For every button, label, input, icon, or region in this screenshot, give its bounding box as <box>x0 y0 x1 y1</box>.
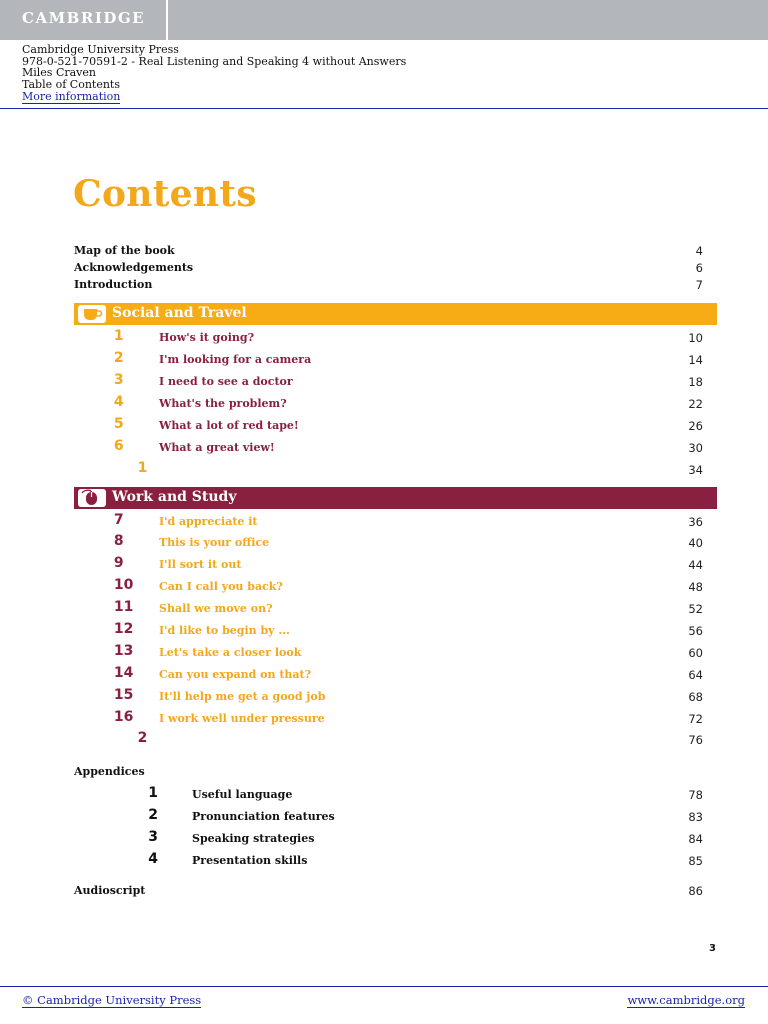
entry-page: 85 <box>688 854 703 868</box>
page-title: Contents <box>73 173 257 215</box>
section-title: Work and Study <box>112 489 237 505</box>
toc-appendix-row <box>74 851 703 869</box>
entry-label: Audioscript <box>74 884 146 897</box>
tag-word: Unit <box>81 328 114 344</box>
tag-number: 4 <box>148 851 158 867</box>
entry-page: 52 <box>688 602 703 616</box>
toc-unit-row <box>74 555 703 573</box>
tag-number: 16 <box>113 709 134 725</box>
tag-word: Appendix <box>74 829 149 845</box>
unit-title: It'll help me get a good job <box>159 690 326 703</box>
tag-word: Review <box>81 730 138 746</box>
tag-word: Unit <box>81 533 114 549</box>
toc-unit-row <box>74 709 703 727</box>
toc-appendix-row <box>74 785 703 803</box>
toc-unit-row <box>74 416 703 434</box>
tag-word: Unit <box>81 372 114 388</box>
section-bar-social-travel <box>74 303 717 325</box>
tag-word: Unit <box>81 394 114 410</box>
tag-number: 5 <box>113 416 124 432</box>
entry-page: 48 <box>688 580 703 594</box>
entry-page: 78 <box>688 788 703 802</box>
page-number: 3 <box>709 943 716 954</box>
unit-tag <box>81 394 124 410</box>
unit-tag <box>74 829 158 845</box>
unit-title: I'm looking for a camera <box>159 353 312 366</box>
entry-page: 22 <box>688 397 703 411</box>
unit-title: How's it going? <box>159 331 255 344</box>
entry-label: Map of the book <box>74 244 175 257</box>
toc-appendix-row <box>74 807 703 825</box>
unit-tag <box>81 621 133 637</box>
tag-word: Unit <box>81 687 114 703</box>
toc-unit-row <box>74 350 703 368</box>
unit-tag <box>81 730 147 746</box>
tag-word: Appendix <box>74 851 149 867</box>
tag-number: 14 <box>113 665 134 681</box>
tag-word: Review <box>81 460 138 476</box>
appendix-title: Speaking strategies <box>192 832 315 845</box>
entry-page: 83 <box>688 810 703 824</box>
entry-page: 4 <box>695 244 703 258</box>
entry-page: 76 <box>688 733 703 747</box>
toc-review-row <box>74 730 703 748</box>
unit-tag <box>74 807 158 823</box>
entry-page: 14 <box>688 353 703 367</box>
unit-title: I work well under pressure <box>159 712 325 725</box>
toc-unit-row <box>74 643 703 661</box>
entry-page: 30 <box>688 441 703 455</box>
unit-tag <box>81 460 147 476</box>
entry-page: 34 <box>688 463 703 477</box>
tag-word: Unit <box>81 709 114 725</box>
tag-word: Unit <box>81 350 114 366</box>
tag-number: 1 <box>148 785 158 801</box>
entry-page: 36 <box>688 515 703 529</box>
entry-page: 26 <box>688 419 703 433</box>
tag-word: Unit <box>81 599 114 615</box>
unit-title: Can you expand on that? <box>159 668 312 681</box>
tag-number: 9 <box>113 555 124 571</box>
document-metadata <box>22 44 406 103</box>
toc-entry <box>74 881 703 899</box>
toc-entry <box>74 275 703 293</box>
website-text[interactable]: www.cambridge.org <box>627 993 745 1007</box>
appendix-title: Useful language <box>192 788 293 801</box>
unit-tag <box>81 643 133 659</box>
entry-page: 7 <box>695 278 703 292</box>
section-bar-work-study <box>74 487 717 509</box>
entry-label: Introduction <box>74 278 153 291</box>
logo-box <box>0 0 168 40</box>
unit-title: This is your office <box>159 536 270 549</box>
unit-title: I need to see a doctor <box>159 375 293 388</box>
tag-number: 2 <box>137 730 148 746</box>
cup-icon <box>78 305 106 323</box>
toc-unit-row <box>74 621 703 639</box>
footer-rule <box>0 986 768 987</box>
unit-title: I'd appreciate it <box>159 515 258 528</box>
toc-unit-row <box>74 599 703 617</box>
unit-tag <box>81 533 124 549</box>
tag-word: Appendix <box>74 785 149 801</box>
entry-page: 40 <box>688 536 703 550</box>
unit-tag <box>74 851 158 867</box>
toc-review-row <box>74 460 703 478</box>
toc-entry <box>74 241 703 259</box>
more-information-link[interactable]: More information <box>22 89 121 103</box>
unit-title: I'll sort it out <box>159 558 242 571</box>
unit-title: What a lot of red tape! <box>159 419 299 432</box>
section-name: Table of Contents <box>22 78 121 92</box>
copyright-link[interactable] <box>22 993 201 1007</box>
author: Miles Craven <box>22 66 96 80</box>
entry-page: 84 <box>688 832 703 846</box>
unit-tag <box>81 328 124 344</box>
tag-number: 12 <box>113 621 134 637</box>
entry-page: 68 <box>688 690 703 704</box>
tag-word: Unit <box>81 416 114 432</box>
toc-appendix-row <box>74 829 703 847</box>
unit-title: What a great view! <box>159 441 275 454</box>
unit-tag <box>81 438 124 454</box>
unit-tag <box>74 785 158 801</box>
tag-number: 2 <box>113 350 124 366</box>
entry-page: 64 <box>688 668 703 682</box>
appendices-heading <box>74 762 703 780</box>
tag-number: 11 <box>113 599 134 615</box>
tag-word: Unit <box>81 665 114 681</box>
unit-title: I'd like to begin by ... <box>159 624 290 637</box>
entry-page: 6 <box>695 261 703 275</box>
copyright-text[interactable]: © Cambridge University Press <box>22 993 202 1007</box>
unit-tag <box>81 416 124 432</box>
tag-number: 15 <box>113 687 134 703</box>
unit-tag <box>81 555 124 571</box>
unit-tag <box>81 687 133 703</box>
tag-number: 3 <box>148 829 158 845</box>
tag-number: 7 <box>113 512 124 528</box>
cambridge-logo: CAMBRIDGE <box>22 9 146 27</box>
tag-number: 8 <box>113 533 124 549</box>
unit-tag <box>81 665 133 681</box>
entry-page: 72 <box>688 712 703 726</box>
mouse-icon <box>78 489 106 507</box>
unit-tag <box>81 372 124 388</box>
tag-word: Unit <box>81 555 114 571</box>
unit-tag <box>81 577 133 593</box>
tag-word: Unit <box>81 621 114 637</box>
toc-unit-row <box>74 328 703 346</box>
entry-page: 56 <box>688 624 703 638</box>
toc-unit-row <box>74 665 703 683</box>
tag-word: Unit <box>81 577 114 593</box>
header-bar <box>0 0 768 40</box>
publisher: Cambridge University Press <box>22 43 179 56</box>
tag-number: 6 <box>113 438 124 454</box>
tag-number: 1 <box>137 460 148 476</box>
tag-number: 2 <box>148 807 158 823</box>
isbn-line: 978-0-521-70591-2 - Real Listening and Speaking 4 without Answers <box>22 54 407 68</box>
unit-title: Shall we move on? <box>159 602 273 615</box>
entry-page: 18 <box>688 375 703 389</box>
toc-unit-row <box>74 512 703 530</box>
toc-unit-row <box>74 372 703 390</box>
unit-title: Can I call you back? <box>159 580 283 593</box>
unit-title: What's the problem? <box>159 397 287 410</box>
toc-unit-row <box>74 438 703 456</box>
toc-unit-row <box>74 533 703 551</box>
tag-word: Unit <box>81 438 114 454</box>
toc-unit-row <box>74 577 703 595</box>
toc-unit-row <box>74 687 703 705</box>
unit-tag <box>81 512 124 528</box>
unit-tag <box>81 350 124 366</box>
appendix-title: Presentation skills <box>192 854 308 867</box>
toc-unit-row <box>74 394 703 412</box>
website-link[interactable] <box>627 993 745 1007</box>
unit-title: Let's take a closer look <box>159 646 302 659</box>
tag-number: 10 <box>113 577 134 593</box>
heading-label: Appendices <box>74 765 145 778</box>
tag-number: 4 <box>113 394 124 410</box>
entry-page: 44 <box>688 558 703 572</box>
appendix-title: Pronunciation features <box>192 810 335 823</box>
tag-word: Unit <box>81 512 114 528</box>
tag-number: 13 <box>113 643 134 659</box>
entry-page: 10 <box>688 331 703 345</box>
entry-page: 60 <box>688 646 703 660</box>
entry-label: Acknowledgements <box>74 261 194 274</box>
tag-word: Appendix <box>74 807 149 823</box>
section-title: Social and Travel <box>112 305 247 321</box>
tag-word: Unit <box>81 643 114 659</box>
toc-entry <box>74 258 703 276</box>
entry-page: 86 <box>688 884 703 898</box>
unit-tag <box>81 599 133 615</box>
header-rule <box>0 108 768 109</box>
unit-tag <box>81 709 133 725</box>
tag-number: 3 <box>113 372 124 388</box>
tag-number: 1 <box>113 328 124 344</box>
